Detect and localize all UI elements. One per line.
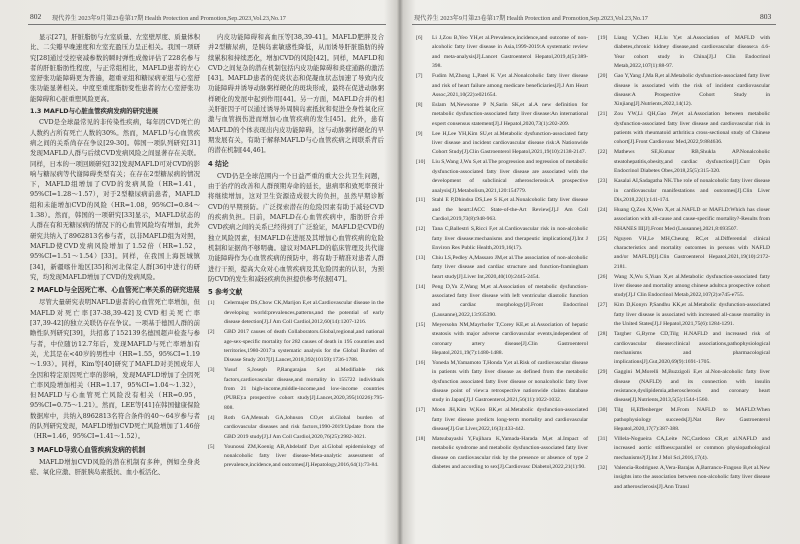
reference-item <box>598 235 770 273</box>
reference-text: Fudim M,Zhong L,Patel K V,et al.Nonalcoholic fatty liver disease and risk of heart failure among medicare beneficiaries[J].J Am Heart Assoc,2021,10(22):e021654. <box>432 73 588 98</box>
reference-number: [20] <box>598 73 608 80</box>
reference-item <box>598 330 770 368</box>
body-column-1 <box>30 32 200 477</box>
running-head: 现代养生 2023年9月第23卷第17期 Health Protection and Promotion,Sep.2023,Vol.23,No.17 <box>52 15 286 22</box>
reference-item <box>598 273 770 301</box>
page-number: 802 <box>30 12 42 21</box>
reference-number: [29] <box>598 369 608 376</box>
left-page <box>0 0 398 544</box>
paragraph: 尽管大量研究表明NAFLD患者的心血管死亡率增加，但MAFLD对死亡率[37-38,39-42]及CVD相关死亡率[37,39-42]的独立关联仍存在争议。一项基于德国人群的前瞻性队列研究[39]，共招募了152139名德国超声检查与参与者，中位随访12.7年后，发现MAFLD与死亡率增加有关，尤其是在<40岁的男性中（HR=1.55，95%CI=1.19～1.93）。同样，Kim等[40]研究了MAFLD对美国成年人全因和特定原因死亡率的影响，发现MAFLD增加了全因死亡率风险增加相关（HR=1.17，95%CI=1.04～1.32），但MAFLD与心血管死亡风险没有相关（HR=0.95，95%CI=0.75～1.21）。然而，LEE等[41]在韩国健康保险数据库中，共纳入8962813名符合条件的40～64岁参与者的队列研究发现，MAFLD增加CVD死亡风险增加了1.46倍（HR=1.46，95%CI=1.41～1.52）。 <box>30 298 200 441</box>
reference-number: [3] <box>208 367 215 374</box>
reference-item <box>208 443 384 471</box>
reference-text: Moon JH,Kim W,Koo BK,et al.Metabolic dysfunction-associated fatty liver disease predicts long-term mortality and cardiovascular disease[J].Gut Liver,2022,16(3):433-442. <box>432 407 588 433</box>
reference-text: Eslam M,Newsome P N,Sarin SK,et al.A new definition for metabolic dysfunction-associated fatty liver disease:An international expert consensus statement[J].J Hepatol,2020,73(1):202-209. <box>432 101 588 127</box>
reference-item <box>416 283 588 321</box>
reference-number: [17] <box>416 407 426 414</box>
reference-number: [1] <box>208 300 215 307</box>
reference-item <box>598 34 770 72</box>
reference-text: Mathews SE,Kumar RB,Shukla AP.Nonalcoholic steatohepatitis,obesity,and cardiac dysfunction[J].Curr Opin Endocrinol Diabetes Obes,2018,25(5):315-320. <box>614 149 770 175</box>
reference-item <box>598 435 770 463</box>
reference-text: Celermajer DS,Chow CK,Marijon E,et al.Cardiovascular disease in the developing world:prevalences,patterns,and the potential of early disease detection[J].J Am Coll Cardiol,2012,60(14):1207-1216. <box>224 300 384 326</box>
reference-item <box>416 196 588 224</box>
paragraph: 内皮功能障碍和高血压等[38,39-41]。MAFLD肥胖及合并2型糖尿病，是胰岛素敏感性降低，从而诱导肝脏脂肪的持续累积和持续恶化，增加CVD的风险[42]。同样，MAFLD和CVD之间复杂的潜在机制包括内皮功能障碍和炎症通路的激活[43]。MAFLD患者的促炎状态和促凝血状态加速了导致内皮功能障碍并诱导动脉粥样硬化的斑块形成，最终在促进动脉粥样硬化的发展中起到作用[44]。另一方面，MAFLD合并的相关肝脏因子可以通过诱导外周胰岛素抵抗和促进全身性氧化应激与血管损伤进而增加心血管疾病的发生[45]。此外，患有MAFLD的个体表现出内皮功能障碍，这与动脉粥样硬化的早期发展有关，有助于解释MAFLD与心血管疾病之间联系背后的潜在机制[44,46]。 <box>208 33 384 155</box>
reference-item <box>208 328 384 366</box>
body-column-2 <box>208 32 384 471</box>
reference-item <box>598 406 770 434</box>
reference-item <box>416 130 588 158</box>
reference-item <box>598 206 770 234</box>
reference-text: Kasalai AI,Sadagatha NK.The role of nonalcoholic fatty liver disease in cardiovascular manifestations and outcomes[J].Clin Liver Dis,2018,22(1):141-174. <box>614 178 770 203</box>
reference-number: [23] <box>598 178 608 185</box>
reference-list-column-2 <box>598 34 770 493</box>
reference-text: Liu S,Wang J,Wu S,et al.The progression and regression of metabolic dysfunction-associated fatty liver disease are associated with the development of subclinical atherosclerosis:A prospective analysis[J].Metabolism,2021,120:154779. <box>432 159 588 194</box>
reference-number: [21] <box>598 111 608 118</box>
paragraph: 显示[27]，肝脏脂肪与左室质量、左室壁厚度、质量体积比、二尖瓣早晚速度和左室充盈压力呈正相关。我国一项研究[28]通过受控衰减参数的瞬时弹性成像评估了228名参与者的肝脏脂肪性程度，与正常组相比，MAFLD患者的左心室舒张功能障碍更为普遍，超重亚组和糖尿病亚组与心室舒张功能显著相关。中度至重度脂肪变性患者的左心室舒张功能障碍和心脏重塑风险更高。 <box>30 33 200 103</box>
reference-text: Targher G,Byrne CD,Tilg H.NAFLD and increased risk of cardiovascular disease:clinical associations,pathophysiological mechanisms and pharmacological implications[J].Gut,2020,69(9):1691-1705. <box>614 331 770 366</box>
reference-text: Li J,Zou B,Yeo YH,et al.Prevalence,incidence,and outcome of non-alcoholic fatty liver disease in Asia,1999-2019:A systematic review and meta-analysis[J].Lancet Gastroenterol Hepatol,2019,4(5):389-398. <box>432 35 588 70</box>
reference-number: [18] <box>416 436 426 443</box>
reference-number: [14] <box>416 283 426 290</box>
reference-item <box>598 301 770 329</box>
reference-number: [31] <box>598 436 608 443</box>
reference-number: [13] <box>416 254 426 261</box>
reference-text: GBD 2017 causes of death Collaborators.Global,regional,and national age-sex-specific mortality for 282 causes of death in 195 countries and territories,1980-2017:a systematic analysis for the Global Burden of Disease Study 2017[J].Lancet,2018,392(10159):1736-1788. <box>224 329 384 364</box>
reference-number: [25] <box>598 235 608 242</box>
reference-text: Zou YW,Li QH,Gao JW,et al.Association between metabolic dysfunction-associated fatty liver disease and cardiovascular risk in patients with rheumatoid arthritis:a cross-sectional study of Chinese cohort[J].Front Cardiovasc Med,2022,9:884636. <box>614 111 770 146</box>
reference-list <box>208 299 384 470</box>
reference-text: Gao Y,Yang J,Ma R,et al.Metabolic dysfunction-associated fatty liver disease is associated with the risk of incident cardiovascular disease:A Prospective Cohort Study in Xinjiang[J].Nutrients,2022,14(12). <box>614 73 770 108</box>
reference-number: [15] <box>416 321 426 328</box>
reference-list-column-1 <box>416 34 588 473</box>
reference-item <box>416 359 588 406</box>
reference-text: Lee H,Lee YH,Kim SU,et al.Metabolic dysfunction-associated fatty liver disease and incident cardiovascular disease risk:A Nationwide Cohort Study[J].Clin Gastroenterol Hepatol,2021,19(10):2138-2147. <box>432 130 588 156</box>
reference-number: [16] <box>416 359 426 366</box>
reference-item <box>598 148 770 176</box>
reference-item <box>598 72 770 110</box>
reference-item <box>416 101 588 129</box>
section-heading: 2 MAFLD与全因死亡率、心血管死亡率关系的研究进展 <box>30 286 200 295</box>
paragraph: CVD是全球最常见的非传染性疾病，每年因CVD死亡的人数约占所有死亡人数的30%。然而，MAFLD与心血管疾病之间的关系尚存在争议[29-30]。韩国一项队列研究[31]发现MAFLD人群与后续CVD发病风险之间显著存在关联。同样，日本的一项回顾研究[32]发现MAFLD可对CVD的影响与糖尿病等代谢障碍类型有关；在存在2型糖尿病的情况下，MAFLD组增加了CVD的发病风险（HR=1.41，95%CI=1.28～1.57），对于2型糖尿病前患者，MAFLD组和未能增加CVD的风险（HR=1.08，95%CI=0.84～1.38）。然而，韩国的一项研究[33]显示，MAFLD状态的人群在有和无糖尿病的情况下的心血管风险均有增加，此外研究共纳入了8962813名参与者，以非MAFLD组为对照，MAFLD使CVD发病风险增加了1.52倍（HR=1.52，95%CI=1.51～1.54）[33]。同样，在我国上海医城镇[34]，新疆喀什地区[35]和河北保定人群[36]中进行的研究，均发现MAFLD增加了CVD的发病风险。 <box>30 118 200 281</box>
reference-number: [32] <box>598 464 608 471</box>
reference-text: Matsubayashi Y,Fujihara K,Yamada-Harada M,et al.Impact of metabolic syndrome and metabolic dysfunction-associated fatty liver disease on cardiovascular risk by the presence or absence of type 2 diabetes and according to sex[J].Cardiovasc Diabetol,2022,21(1):90. <box>432 436 588 471</box>
section-heading: 5 参考文献 <box>208 288 243 297</box>
reference-item <box>416 321 588 359</box>
header-rule <box>28 24 386 25</box>
reference-item <box>598 110 770 148</box>
reference-item <box>208 414 384 442</box>
reference-number: [28] <box>598 331 608 338</box>
reference-number: [22] <box>598 149 608 156</box>
reference-item <box>416 34 588 72</box>
reference-text: Stahl E P,Dhindsa DS,Lee S K,et al.Nonalcoholic fatty liver disease and the heart:JACC State-of-the-Art Review[J].J Am Coll Cardiol,2019,73(8):948-963. <box>432 197 588 223</box>
reference-text: Huang Q,Zou X,Wen X,et al.NAFLD or MAFLD:Which has closer association with all-cause and cause-specific mortality?-Results from NHANES III[J].Front Med (Lausanne),2021,8:693507. <box>614 206 770 232</box>
reference-number: [11] <box>416 197 426 204</box>
section-heading: 4 结论 <box>208 159 229 168</box>
reference-number: [27] <box>598 302 608 309</box>
right-page <box>402 0 800 544</box>
reference-text: Peng D,Yu Z,Wang M,et al.Association of metabolic dysfunction-associated fatty liver disease with left ventricular diastolic function and cardiac morphology[J].Front Endocrinol (Lausanne),2022,13:935390. <box>432 283 588 318</box>
reference-text: Tana C,Ballestri S,Ricci F,et al.Cardiovascular risk in non-alcoholic fatty liver disease:mechanisms and therapeutic implications[J].Int J Environ Res Public Health,2019,16(17). <box>432 226 588 251</box>
reference-text: Tilg H,Effenberger M.From NAFLD to MAFLD:When pathophysiology succeeds[J].Nat Rev Gastroenterol Hepatol,2020,17(7):387-388. <box>614 407 770 433</box>
reference-item <box>598 464 770 492</box>
running-head: 现代养生 2023年9月第23卷第17期 Health Protection and Promotion,Sep.2023,Vol.23,No.17 <box>414 15 648 22</box>
reference-number: [30] <box>598 407 608 414</box>
reference-number: [8] <box>416 101 423 108</box>
reference-text: Liang Y,Chen H,Liu Y,et al.Association of MAFLD with diabetes,chronic kidney disease,and cardiovascular disease:a 4.6-Year cohort study in China[J].J Clin Endocrinol Metab,2022,107(1):88-97. <box>614 35 770 70</box>
reference-number: [7] <box>416 73 423 80</box>
reference-text: Valencia-Rodriguez A,Vera-Barajas A,Barranco-Fragoso B,et al.New insights into the association between non-alcoholic fatty liver disease and atherosclerosis[J].Ann Transl <box>614 464 770 490</box>
reference-text: Yusuf S,Joseph P,Rangarajan S,et al.Modifiable risk factors,cardiovascular disease,and mortality in 155722 individuals from 21 high-income,middle-income,and low-income countries (PURE):a prospective cohort study[J].Lancet,2020,395(10226):795-808. <box>224 367 384 411</box>
reference-item <box>598 368 770 406</box>
reference-text: Chiu LS,Pedley A,Massaro JM,et al.The association of non-alcoholic fatty liver disease and cardiac structure and function-framingham heart study[J].Liver Int,2020,40(10):2445-2454. <box>432 254 588 280</box>
reference-item <box>598 177 770 205</box>
reference-text: Kim D,Konyn P,Sandhu KK,et al.Metabolic dysfunction-associated fatty liver disease is associated with increased all-cause mortality in the United States[J].J Hepatol,2021,75(6):1284-1291. <box>614 302 770 328</box>
reference-number: [24] <box>598 206 608 213</box>
reference-text: Yoneda M,Yamamoto T,Honda Y,et al.Risk of cardiovascular disease in patients with fatty liver disease as defined from the metabolic dysfunction associated fatty liver disease or nonalcoholic fatty liver disease point of view:a retrospective nationwide claims database study in Japan[J].J Gastroenterol,2021,56(11):1022-1032. <box>432 359 588 404</box>
page-number: 803 <box>760 12 772 21</box>
reference-text: Wang X,Wu S,Yuan X,et al.Metabolic dysfunction-associated fatty liver disease and mortality among chinese adults:a prospective cohort study[J].J Clin Endocrinol Metab,2022,107(2):e745-e755. <box>614 273 770 299</box>
reference-item <box>416 158 588 196</box>
reference-number: [9] <box>416 130 423 137</box>
reference-number: [26] <box>598 273 608 280</box>
section-heading: 1.3 MAFLD与心脏血管疾病发病的研究进展 <box>30 107 159 116</box>
paragraph: CVD仍是全球范围内一个日益严重的重大公共卫生问题，由于治疗的改善和人群预期寿命的延长，患病率和致死率预计将继续增加，这对卫生资源造成很大的负担，虽然早期诊断CVD的早期预防。广泛探索潜在的危险因素有助于减轻CVD的疾病负担。目前，MAFLD在心血管疾病中，脂肪肝合并CVD疾病之间的关系已经得到了广泛验证，MAFLD是CVD的独立风险因素，但MAFLD在进展及其增加心血管疾病的危险机制和证据尚不够明确。建议对MAFLD的临床管理及共代谢功能障碍作为心血管疾病的预防中，将有助于精准对患者人群进行干预，提高大众对心血管疾病及其危险因素的认识，为预防CVD的发生和减轻疾病负担提供参考依据[47]。 <box>208 171 384 283</box>
reference-item <box>416 435 588 473</box>
reference-number: [4] <box>208 414 215 421</box>
reference-text: Roth GA,Mensah GA,Johnson CO,et al.Global burden of cardiovascular diseases and risk factors,1990-2019:Update from the GBD 2019 study[J].J Am Coll Cardiol,2020,76(25):2982-3021. <box>224 414 384 440</box>
reference-item <box>208 299 384 327</box>
reference-item <box>416 406 588 434</box>
reference-number: [12] <box>416 226 426 233</box>
reference-number: [10] <box>416 159 426 166</box>
reference-text: Meyersohn NM,Mayrhofer T,Corey KE,et al.Association of hepatic steatosis with major adverse cardiovascular events,independent of coronary artery disease[J].Clin Gastroenterol Hepatol,2021,19(7):1480-1488. <box>432 321 588 356</box>
reference-text: Gaggini M,Morelli M,Buzzigoli E,et al.Non-alcoholic fatty liver disease (NAFLD) and its connection with insulin resistance,dyslipidemia,atherosclerosis and coronary heart disease[J].Nutrients,2013,5(5):1544-1560. <box>614 369 770 404</box>
paragraph: MAFLD增加CVD风险的潜在机制有多种，例如全身炎症、氧化应激、肝脏胰岛素抵抗、血小板活化、 <box>30 457 200 477</box>
reference-text: Nguyen VH,Le MH,Cheung RC,et al.Differential clinical characteristics and mortality outcomes in persons with NAFLD and/or MAFLD[J].Clin Gastroenterol Hepatol,2021,19(10):2172-2181. <box>614 235 770 270</box>
reference-number: [6] <box>416 35 423 41</box>
header-rule <box>412 24 776 25</box>
section-heading: 3 MAFLD导致心血管疾病发病的机制 <box>30 445 146 454</box>
reference-item <box>416 225 588 253</box>
reference-text: Villela-Nogueira CA,Leite NC,Cardoso CR,et al.NAFLD and increased aortic stiffness:parallel or common physiopathological mechanisms?[J].Int J Mol Sci,2016,17(4). <box>614 436 770 461</box>
reference-item <box>416 254 588 282</box>
reference-number: [2] <box>208 329 215 336</box>
reference-number: [19] <box>598 35 608 41</box>
reference-text: Younossi ZM,Koenig AB,Abdelatif D,et al.Global epidemiology of nonalcoholic fatty liver disease-Meta-analytic assessment of prevalence,incidence,and outcomes[J].Hepatology,2016,64(1):73-84. <box>224 443 384 469</box>
reference-number: [5] <box>208 443 215 450</box>
reference-item <box>416 72 588 100</box>
reference-item <box>208 366 384 413</box>
